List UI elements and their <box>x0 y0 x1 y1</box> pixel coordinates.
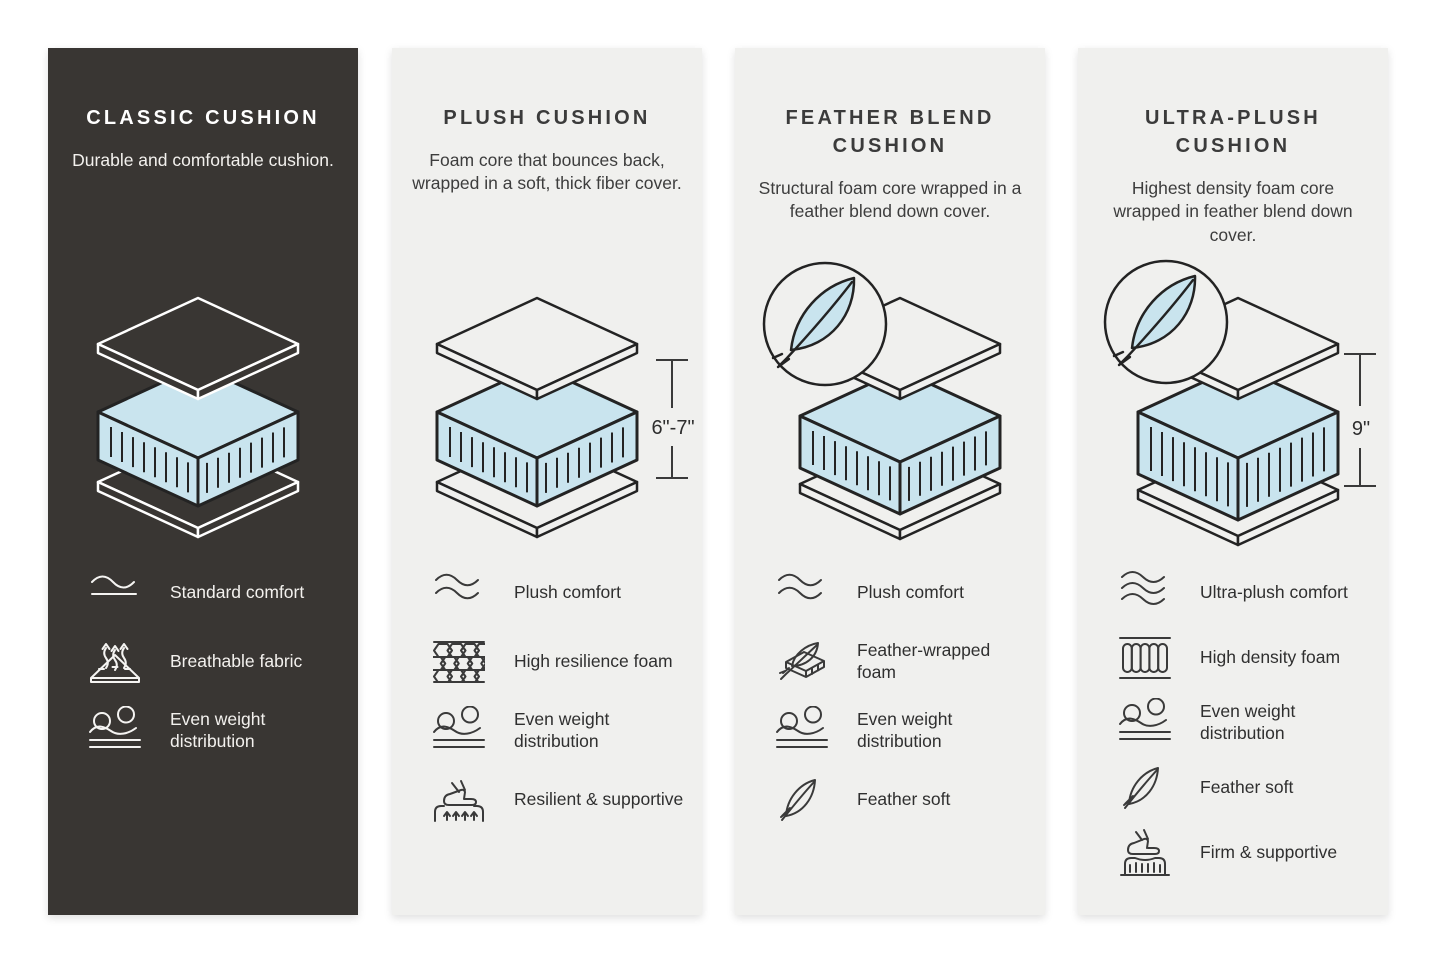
feature-row <box>86 706 344 756</box>
feature-row <box>773 568 1031 618</box>
card-plush-cushion <box>392 48 702 915</box>
even-weight-icon <box>430 706 488 756</box>
firm-supportive-icon <box>1116 828 1174 878</box>
wave-triple-icon <box>1116 568 1174 618</box>
feature-label: Even weight distribution <box>1200 701 1296 743</box>
wave-single-icon <box>86 568 144 618</box>
feature-row <box>86 568 344 618</box>
feature-label: Even weight distribution <box>514 709 610 751</box>
feature-label: Feather-wrapped foam <box>857 640 991 682</box>
feature-row <box>1116 698 1374 748</box>
card-title: PLUSH CUSHION <box>443 107 651 129</box>
even-weight-icon <box>1116 698 1174 748</box>
feature-row <box>1116 763 1374 813</box>
feature-row <box>773 775 1031 825</box>
even-weight-icon <box>86 706 144 756</box>
feature-list <box>86 568 344 756</box>
height-dimension-marker <box>1344 354 1376 486</box>
feature-label: Feather soft <box>857 789 951 810</box>
feature-row <box>773 637 1031 687</box>
feature-list <box>430 568 688 825</box>
feature-row <box>1116 828 1374 878</box>
feature-label: High resilience foam <box>514 651 673 672</box>
even-weight-icon <box>773 706 831 756</box>
feature-label: Standard comfort <box>170 582 305 603</box>
cushion-illustration <box>1078 248 1388 588</box>
card-description: Structural foam core wrapped in a feather blend down cover. <box>758 178 1022 222</box>
resilient-supportive-icon <box>430 775 488 825</box>
feature-row <box>430 568 688 618</box>
feature-row <box>1116 633 1374 683</box>
card-title: ULTRA-PLUSH CUSHION <box>1145 107 1321 157</box>
card-description: Foam core that bounces back, wrapped in a soft, thick fiber cover. <box>412 150 682 194</box>
wave-double-icon <box>773 568 831 618</box>
feature-label: Plush comfort <box>857 582 964 603</box>
feature-label: Breathable fabric <box>170 651 303 672</box>
feature-label: Plush comfort <box>514 582 621 603</box>
feature-row <box>430 706 688 756</box>
feature-row <box>430 637 688 687</box>
feather-icon <box>773 775 831 825</box>
honeycomb-foam-icon <box>430 637 488 687</box>
card-feather-blend-cushion <box>735 48 1045 915</box>
feature-row <box>430 775 688 825</box>
feature-label: High density foam <box>1200 647 1341 668</box>
feature-label: Feather soft <box>1200 777 1294 798</box>
feature-label: Resilient & supportive <box>514 789 684 810</box>
dimension-label: 6"-7" <box>651 417 695 439</box>
feather-badge <box>764 263 886 385</box>
feature-label: Even weight distribution <box>170 709 266 751</box>
feature-row <box>1116 568 1374 618</box>
cushion-illustration <box>392 248 702 588</box>
card-title: CLASSIC CUSHION <box>86 107 320 129</box>
feather-wrapped-foam-icon <box>773 637 831 687</box>
card-classic-cushion <box>48 48 358 915</box>
card-description: Durable and comfortable cushion. <box>72 150 334 170</box>
feature-label: Firm & supportive <box>1200 842 1338 863</box>
feature-label: Even weight distribution <box>857 709 953 751</box>
dimension-label: 9" <box>1351 418 1371 440</box>
card-title: FEATHER BLEND CUSHION <box>785 107 995 157</box>
wave-double-icon <box>430 568 488 618</box>
feature-row <box>773 706 1031 756</box>
density-foam-icon <box>1116 633 1174 683</box>
feature-label: Ultra-plush comfort <box>1200 582 1348 603</box>
breathable-fabric-icon <box>86 637 144 687</box>
feature-list <box>1116 568 1374 878</box>
feather-badge <box>1105 261 1227 383</box>
card-description: Highest density foam core wrapped in feather blend down cover. <box>1113 178 1353 245</box>
feature-list <box>773 568 1031 825</box>
feather-icon <box>1116 763 1174 813</box>
cushion-illustration <box>735 248 1045 588</box>
height-dimension-marker <box>651 360 694 478</box>
feature-row <box>86 637 344 687</box>
card-ultra-plush-cushion <box>1078 48 1388 915</box>
cushion-illustration <box>48 248 358 588</box>
